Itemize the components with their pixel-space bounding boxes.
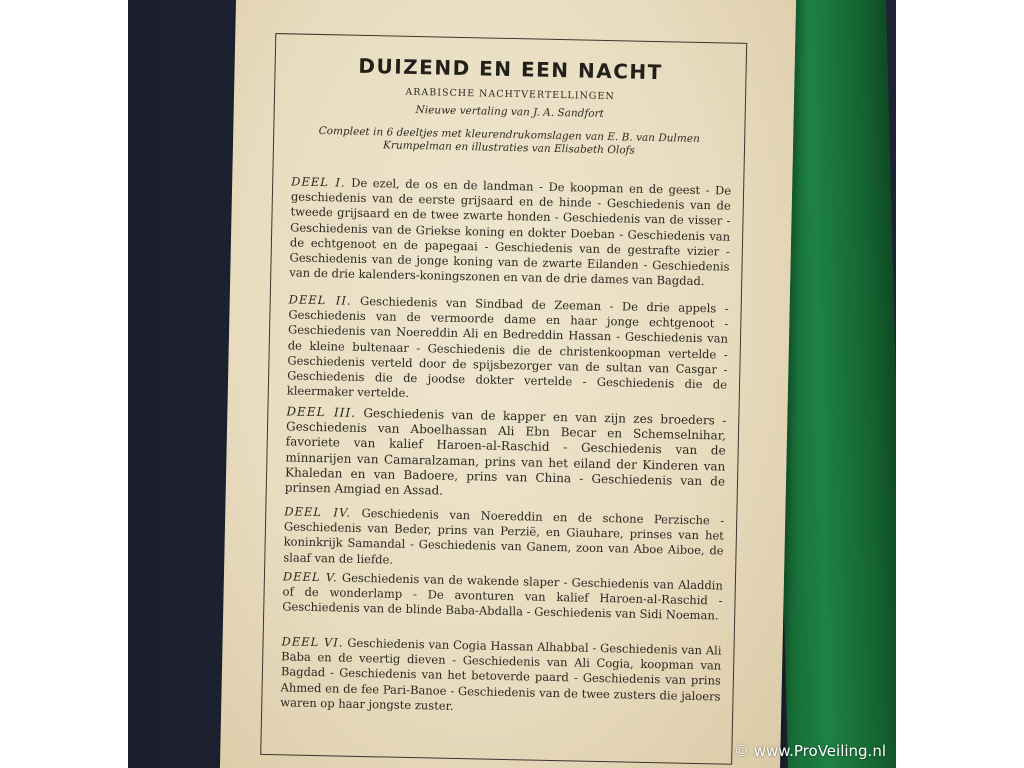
volume-2-label: DEEL II. xyxy=(288,292,352,308)
translator-line: Nieuwe vertaling van J. A. Sandfort xyxy=(415,104,604,120)
volume-6-label: DEEL VI. xyxy=(281,634,344,650)
volume-5-contents xyxy=(282,569,723,624)
volume-4-text: Geschiedenis van Noereddin en de schone Perzische - Geschiedenis van Beder, prins van Perzië, en Giauhare, prinses van het koninkrijk Samandal - Geschiedenis van Ganem, zoon van Aboe Aiboe, de slaaf van de liefde. xyxy=(283,505,725,567)
volume-2-contents xyxy=(287,292,729,408)
book-photo xyxy=(128,0,896,768)
edition-note: Compleet in 6 deeltjes met kleurendrukomslagen van E. B. van Dulmen Krumpelman en illustraties van Elisabeth Olofs xyxy=(318,124,700,157)
book-back-cover xyxy=(220,0,797,768)
volume-1-label: DEEL I. xyxy=(291,174,346,190)
volume-4-contents xyxy=(283,504,724,574)
volume-3-label: DEEL III. xyxy=(286,404,357,420)
volume-5-label: DEEL V. xyxy=(282,569,338,585)
volume-5-text: Geschiedenis van de wakende slaper - Geschiedenis van Aladdin of de wonderlamp - De avonturen van kalief Haroen-al-Raschid - Geschiedenis van de blinde Baba-Abdalla - Geschiedenis van Sidi Noeman. xyxy=(282,570,723,623)
volume-6-text: Geschiedenis van Cogia Hassan Alhabbal - Geschiedenis van Ali Baba en de veertig dieven - Geschiedenis van Ali Cogia, koopman van Bagdad - Geschiedenis van het betoverde paard - Geschiedenis van prins Ahmed en de fee Pari-Banoe - Geschiedenis van de twee zusters die jaloers waren op haar jongste zuster. xyxy=(280,635,722,713)
volume-3-text: Geschiedenis van de kapper en van zijn zes broeders - Geschiedenis van Aboelhassan Ali Ebn Becar en Schemselnihar, favoriete van kalief Haroen-al-Raschid - Geschiedenis van de minnarijen van Camaralzaman, prins van het eiland der Kinderen van Khaledan en van Badoere, prins van China - Geschiedenis van de prinsen Amgiad en Assad. xyxy=(284,405,727,498)
book-subtitle: ARABISCHE NACHTVERTELLINGEN xyxy=(405,86,615,103)
volume-2-text: Geschiedenis van Sindbad de Zeeman - De drie appels - Geschiedenis van de vermoorde dame en haar jonge echtgenoot - Geschiedenis van Noereddin Ali en Bedreddin Hassan - Geschiedenis van de kleine bultenaar - Geschiedenis die de christenkoopman vertelde - Geschiedenis verteld door de spijsbezorger van de sultan van Casgar - Geschiedenis die de joodse dokter vertelde - Geschiedenis die de kleermaker vertelde. xyxy=(286,293,729,401)
book-title: DUIZEND EN EEN NACHT xyxy=(358,53,664,85)
volume-1-contents xyxy=(289,174,731,290)
text-frame xyxy=(260,33,747,765)
volume-4-label: DEEL IV. xyxy=(284,504,352,520)
volume-3-contents xyxy=(285,404,727,504)
copyright-watermark: © www.ProVeiling.nl xyxy=(733,742,886,760)
volume-6-contents xyxy=(280,634,721,719)
volume-1-text: De ezel, de os en de landman - De koopman en de geest - De geschiedenis van de eerste grijsaard en de hinde - Geschiedenis van de tweede grijsaard en de twee zwarte honden - Geschiedenis van de visser - Geschiedenis van de Griekse koning en dokter Doeban - Geschiedenis van de echtgenoot en de papegaai - Geschiedenis van de gestrafte vizier - Geschiedenis van de jonge koning van de zwarte Eilanden - Geschiedenis van de drie kalenders-koningszonen en van de drie dames van Bagdad. xyxy=(289,175,732,289)
